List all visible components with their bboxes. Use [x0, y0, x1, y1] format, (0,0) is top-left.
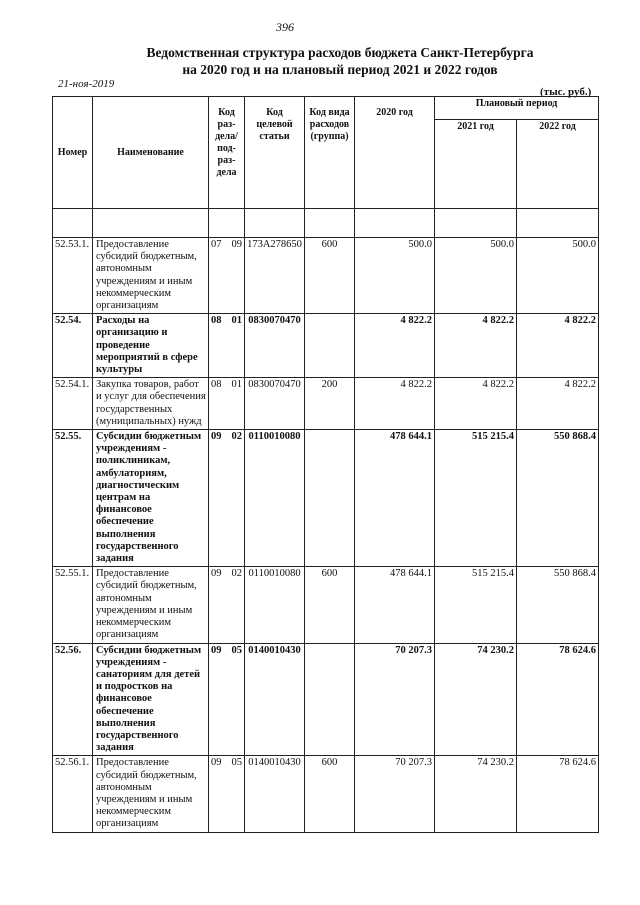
- row-section-code: 07: [209, 238, 225, 314]
- row-expense-type-code: [305, 314, 355, 378]
- header-target-code: Код целевой статьи: [245, 97, 305, 209]
- row-section-code: 09: [209, 430, 225, 567]
- row-subsection-code: 09: [225, 238, 245, 314]
- row-value-2021: 4 822.2: [435, 314, 517, 378]
- row-value-2021: 515 215.4: [435, 430, 517, 567]
- table-row: [53, 314, 599, 378]
- document-title: [80, 44, 600, 78]
- header-2021: 2021 год: [435, 120, 517, 209]
- header-2020: 2020 год: [355, 97, 435, 209]
- row-expense-type-code: 200: [305, 378, 355, 430]
- header-number: Номер: [53, 97, 93, 209]
- row-value-2020: 70 207.3: [355, 756, 435, 832]
- row-section-code: 09: [209, 643, 225, 756]
- row-target-code: 0140010430: [245, 643, 305, 756]
- row-value-2021: 74 230.2: [435, 643, 517, 756]
- row-value-2020: 4 822.2: [355, 378, 435, 430]
- row-name: Предоставление субсидий бюджетным, автономным учреждениям и иным некоммерческим организациям: [93, 238, 209, 314]
- table-header: [53, 97, 599, 209]
- units-label: (тыс. руб.): [540, 86, 592, 98]
- row-name: Субсидии бюджетным учреждениям - поликлиникам, амбулаториям, диагностическим центрам на финансовое обеспечение выполнения государственного задания: [93, 430, 209, 567]
- table-row: [53, 430, 599, 567]
- header-expense-type-code: Код вида расходов (группа): [305, 97, 355, 209]
- row-target-code: 0140010430: [245, 756, 305, 832]
- table-row: [53, 756, 599, 832]
- row-value-2022: 500.0: [517, 238, 599, 314]
- header-spacer-row: [53, 209, 599, 238]
- row-name: Расходы на организацию и проведение мероприятий в сфере культуры: [93, 314, 209, 378]
- document-date: 21-ноя-2019: [58, 78, 115, 90]
- table-row: [53, 643, 599, 756]
- table-row: [53, 238, 599, 314]
- row-value-2022: 78 624.6: [517, 643, 599, 756]
- budget-table: [52, 96, 599, 833]
- row-name: Предоставление субсидий бюджетным, автономным учреждениям и иным некоммерческим организациям: [93, 756, 209, 832]
- row-value-2022: 550 868.4: [517, 430, 599, 567]
- header-name: Наименование: [93, 97, 209, 209]
- row-subsection-code: 02: [225, 430, 245, 567]
- header-planned-period: Плановый период: [435, 97, 599, 120]
- row-target-code: 0110010080: [245, 567, 305, 643]
- row-number: 52.54.: [53, 314, 93, 378]
- row-expense-type-code: 600: [305, 756, 355, 832]
- row-expense-type-code: [305, 430, 355, 567]
- row-subsection-code: 05: [225, 643, 245, 756]
- row-number: 52.54.1.: [53, 378, 93, 430]
- row-name: Закупка товаров, работ и услуг для обеспечения государственных (муниципальных) нужд: [93, 378, 209, 430]
- row-expense-type-code: [305, 643, 355, 756]
- table-body: [53, 209, 599, 833]
- table-row: [53, 378, 599, 430]
- row-number: 52.53.1.: [53, 238, 93, 314]
- row-expense-type-code: 600: [305, 567, 355, 643]
- row-value-2020: 70 207.3: [355, 643, 435, 756]
- row-subsection-code: 05: [225, 756, 245, 832]
- page-number: 396: [276, 20, 294, 34]
- row-target-code: 0830070470: [245, 314, 305, 378]
- row-number: 52.55.1.: [53, 567, 93, 643]
- row-target-code: 0110010080: [245, 430, 305, 567]
- row-value-2020: 478 644.1: [355, 567, 435, 643]
- row-value-2020: 478 644.1: [355, 430, 435, 567]
- row-value-2020: 500.0: [355, 238, 435, 314]
- row-subsection-code: 02: [225, 567, 245, 643]
- row-section-code: 09: [209, 756, 225, 832]
- row-value-2021: 4 822.2: [435, 378, 517, 430]
- title-line-2: на 2020 год и на плановый период 2021 и 2022 годов: [182, 62, 498, 77]
- row-name: Субсидии бюджетным учреждениям - санаториям для детей и подростков на финансовое обеспечение выполнения государственного задания: [93, 643, 209, 756]
- row-value-2022: 4 822.2: [517, 378, 599, 430]
- row-value-2020: 4 822.2: [355, 314, 435, 378]
- title-line-1: Ведомственная структура расходов бюджета Санкт-Петербурга: [146, 45, 534, 60]
- row-value-2021: 500.0: [435, 238, 517, 314]
- row-expense-type-code: 600: [305, 238, 355, 314]
- row-target-code: 173А278650: [245, 238, 305, 314]
- row-value-2022: 4 822.2: [517, 314, 599, 378]
- table-row: [53, 567, 599, 643]
- row-section-code: 09: [209, 567, 225, 643]
- header-section-code: Код раз-дела/ под-раз-дела: [209, 97, 245, 209]
- row-section-code: 08: [209, 314, 225, 378]
- row-subsection-code: 01: [225, 314, 245, 378]
- row-section-code: 08: [209, 378, 225, 430]
- row-target-code: 0830070470: [245, 378, 305, 430]
- row-value-2021: 515 215.4: [435, 567, 517, 643]
- row-value-2022: 550 868.4: [517, 567, 599, 643]
- row-number: 52.56.1.: [53, 756, 93, 832]
- row-value-2021: 74 230.2: [435, 756, 517, 832]
- header-2022: 2022 год: [517, 120, 599, 209]
- row-value-2022: 78 624.6: [517, 756, 599, 832]
- row-subsection-code: 01: [225, 378, 245, 430]
- row-number: 52.56.: [53, 643, 93, 756]
- row-number: 52.55.: [53, 430, 93, 567]
- row-name: Предоставление субсидий бюджетным, автономным учреждениям и иным некоммерческим организациям: [93, 567, 209, 643]
